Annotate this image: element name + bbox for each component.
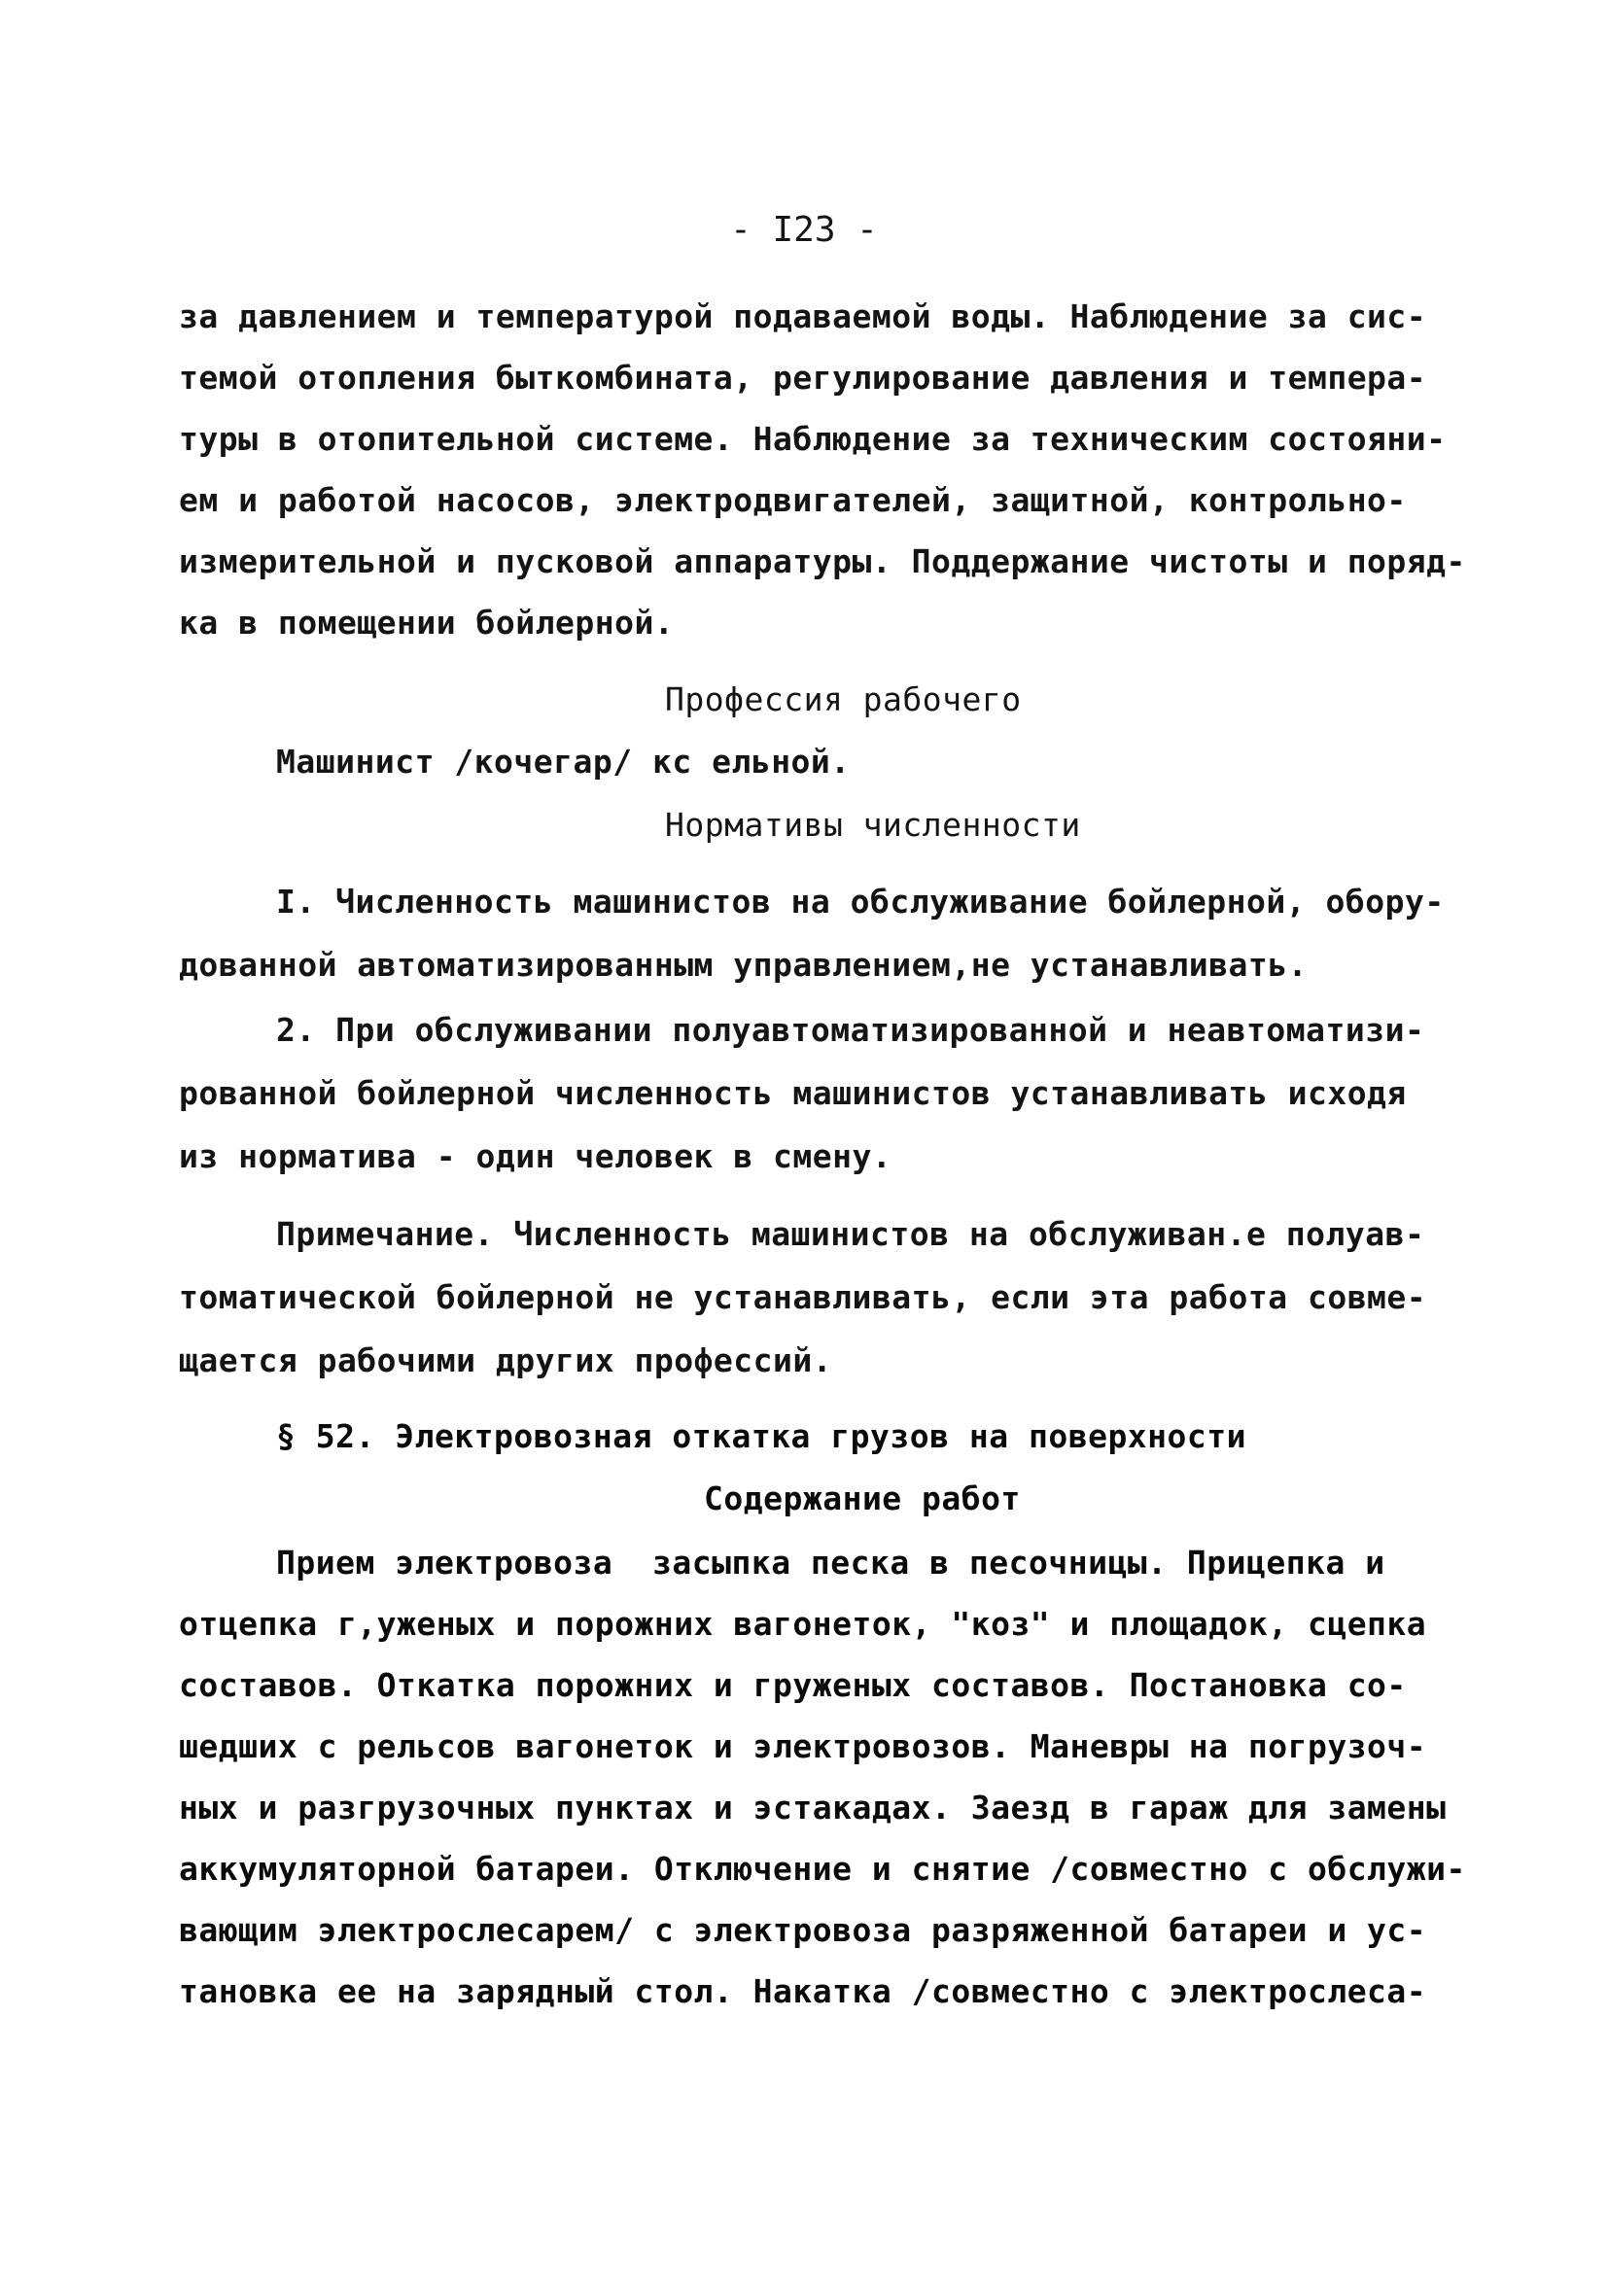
content-line: вающим электрослесарем/ с электровоза разряженной батареи и ус- xyxy=(179,1911,1427,1949)
norm-line: I. Численность машинистов на обслуживание бойлерной, обору- xyxy=(276,883,1445,921)
paragraph-line: за давлением и температурой подаваемой воды. Наблюдение за сис- xyxy=(179,297,1427,335)
norm-line: 2. При обслуживании полуавтоматизированной и неавтоматизи- xyxy=(276,1011,1425,1049)
content-line: шедших с рельсов вагонеток и электровозов. Маневры на погрузоч- xyxy=(179,1727,1427,1765)
content-line: ных и разгрузочных пунктах и эстакадах. Заезд в гараж для замены xyxy=(179,1789,1447,1826)
page-number: - I23 - xyxy=(730,210,878,250)
paragraph-line: туры в отопительной системе. Наблюдение за техническим состояни- xyxy=(179,420,1447,458)
norm-line: из норматива - один человек в смену. xyxy=(179,1137,892,1175)
norm-line: дованной автоматизированным управлением,не устанавливать. xyxy=(179,946,1308,984)
paragraph-line: ем и работой насосов, электродвигателей, защитной, контрольно- xyxy=(179,481,1407,519)
paragraph-line: темой отопления быткомбината, регулирование давления и темпера- xyxy=(179,359,1427,397)
note-line: щается рабочими других профессий. xyxy=(179,1341,833,1379)
heading-norms: Нормативы численности xyxy=(665,806,1081,844)
section-title: § 52. Электровозная откатка грузов на поверхности xyxy=(276,1417,1247,1455)
norm-line: рованной бойлерной численность машинистов устанавливать исходя xyxy=(179,1074,1407,1112)
note-line: Примечание. Численность машинистов на обслуживан.е полуав- xyxy=(276,1215,1425,1253)
content-line: тановка ее на зарядный стол. Накатка /совместно с электрослеса- xyxy=(179,1972,1427,2010)
paragraph-line: ка в помещении бойлерной. xyxy=(179,604,675,642)
content-line: аккумуляторной батареи. Отключение и снятие /совместно с обслужи- xyxy=(179,1850,1466,1888)
content-line: составов. Откатка порожних и груженых составов. Постановка со- xyxy=(179,1666,1407,1704)
heading-content: Содержание работ xyxy=(704,1479,1021,1517)
heading-profession: Профессия рабочего xyxy=(665,680,1022,718)
content-line: отцепка г,уженых и порожних вагонеток, "коз" и площадок, сцепка xyxy=(179,1605,1427,1643)
content-line: Прием электровоза засыпка песка в песочницы. Прицепка и xyxy=(276,1544,1385,1582)
profession-text: Машинист /кочегар/ кс ельной. xyxy=(276,743,851,781)
note-line: томатической бойлерной не устанавливать, если эта работа совме- xyxy=(179,1278,1427,1316)
paragraph-line: измерительной и пусковой аппаратуры. Поддержание чистоты и поряд- xyxy=(179,542,1466,580)
